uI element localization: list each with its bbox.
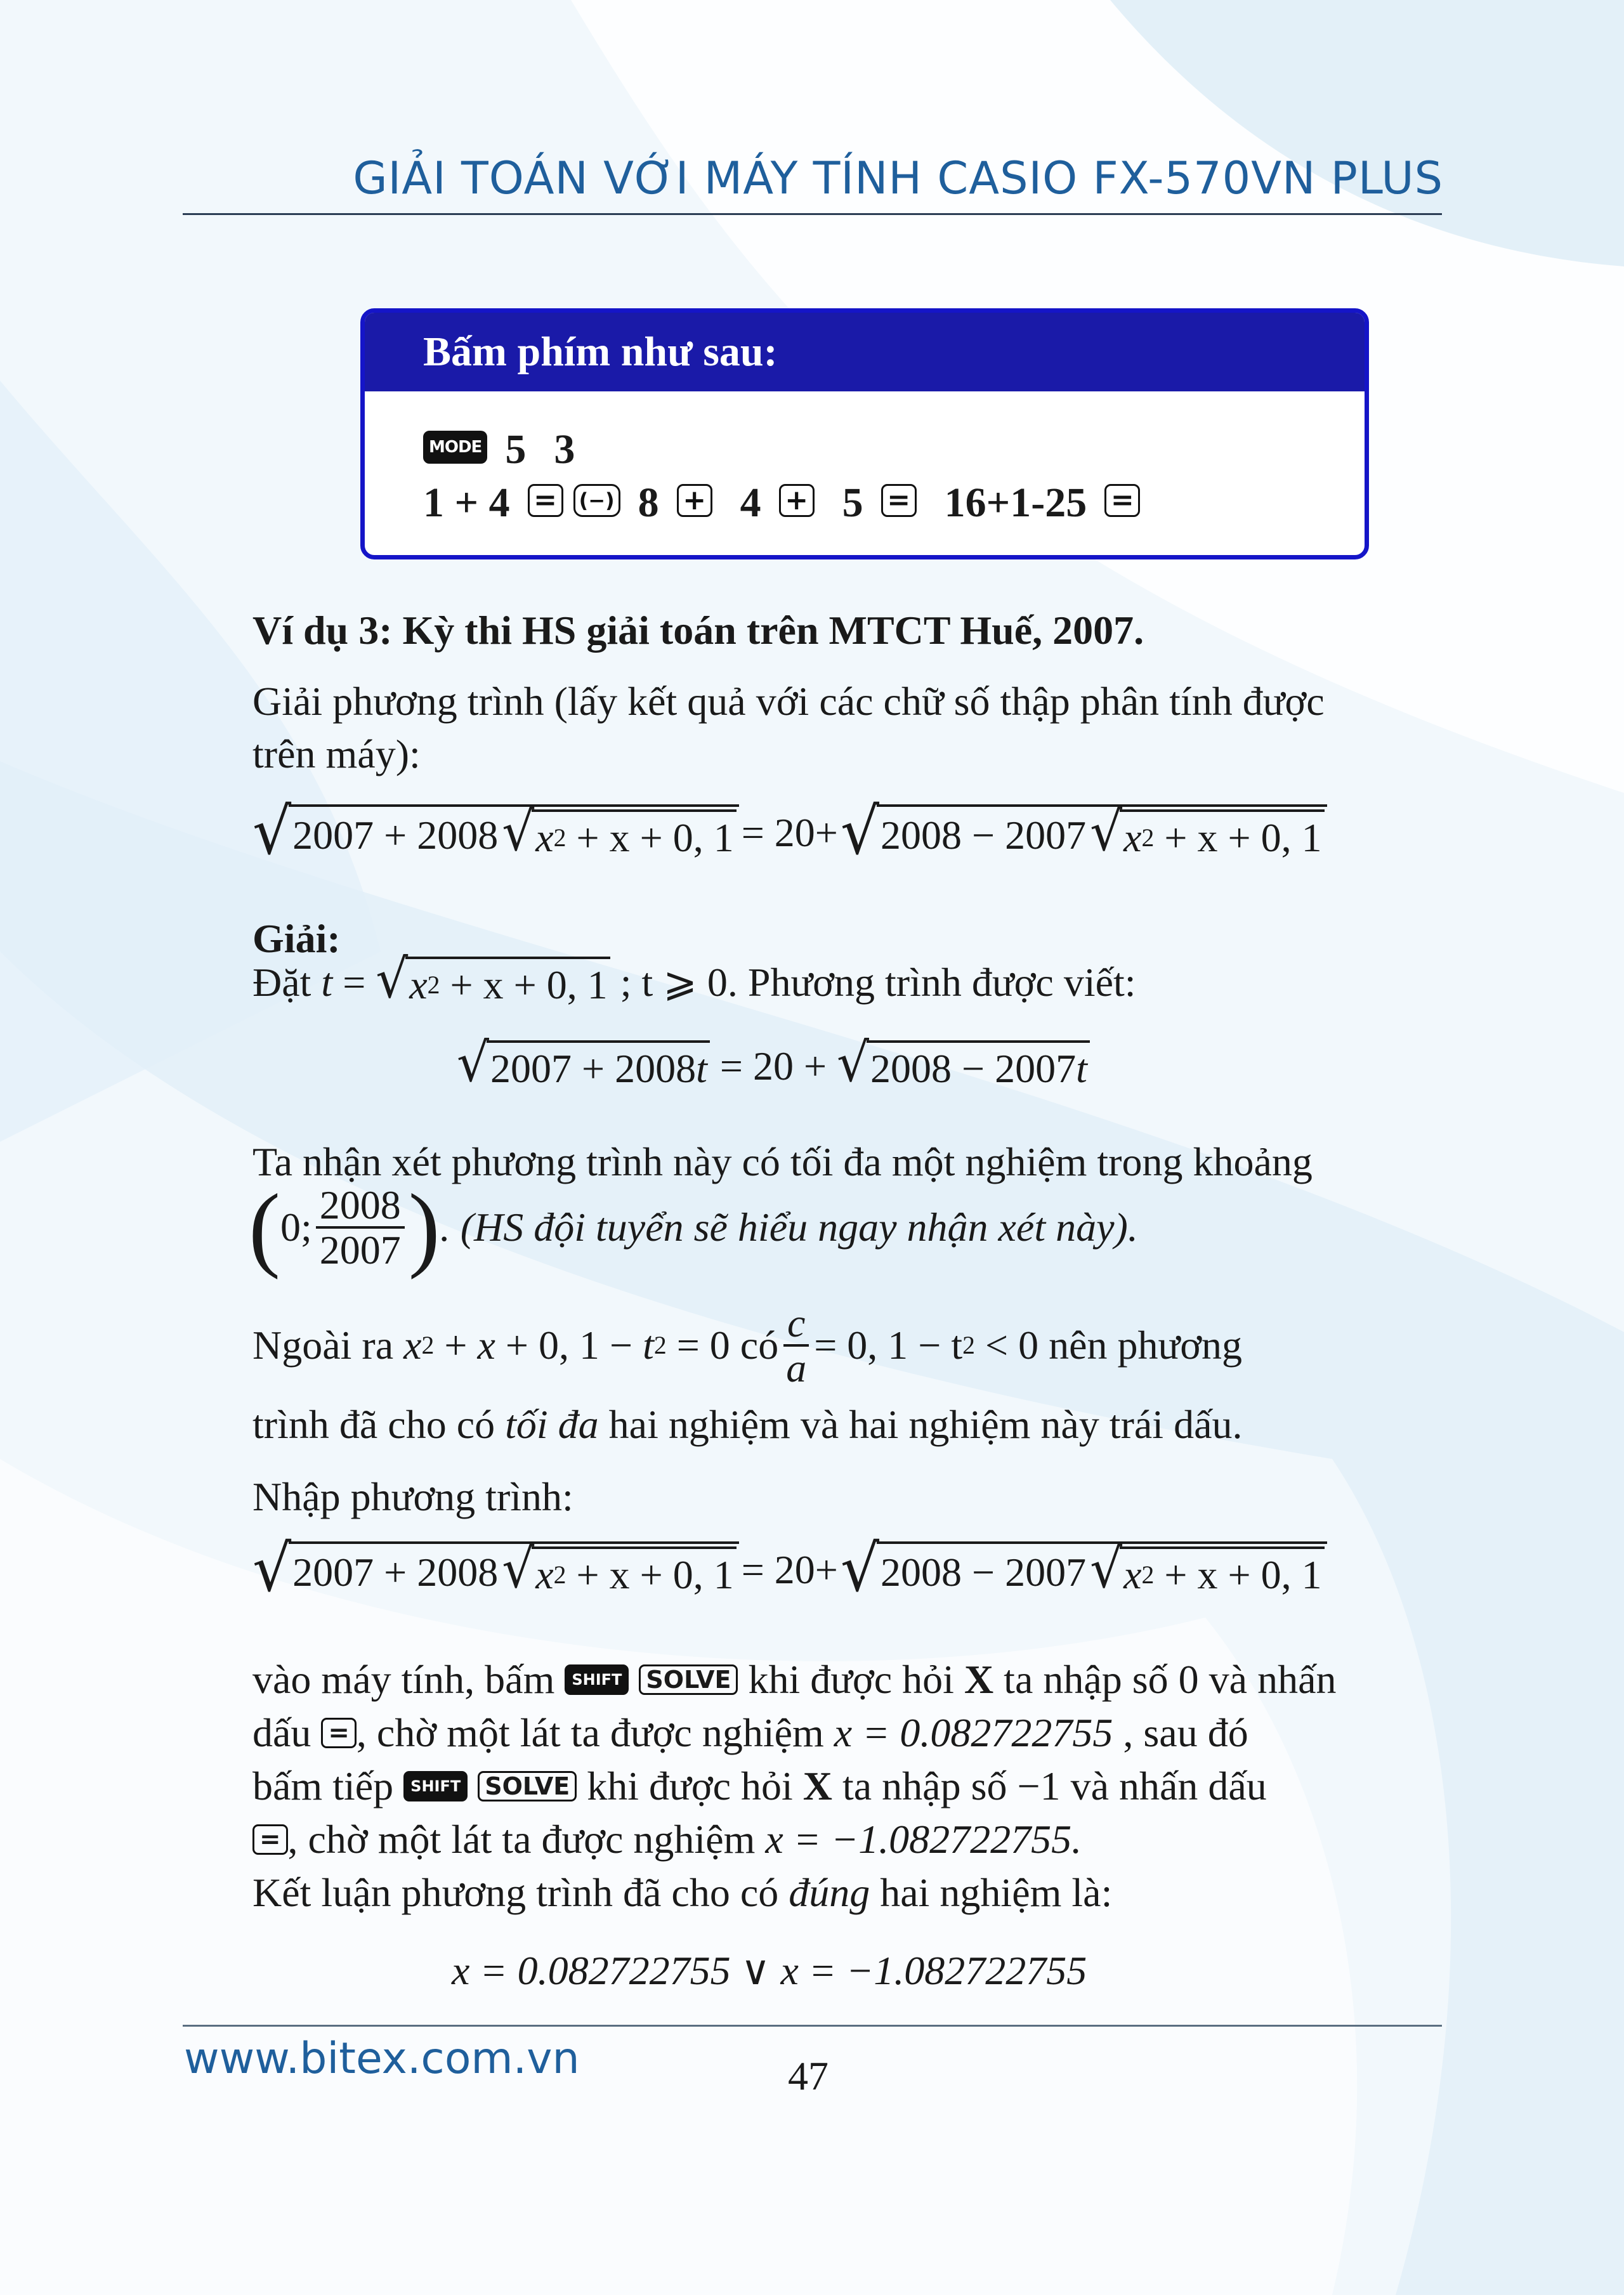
header-title: GIẢI TOÁN VỚI MÁY TÍNH CASIO FX-570VN PLUS: [353, 152, 1443, 204]
enter-label: Nhập phương trình:: [252, 1474, 573, 1519]
key-row-2: [423, 479, 1140, 527]
besides-line-2: trình đã cho có tối đa hai nghiệm và hai nghiệm này trái dấu.: [252, 1402, 1243, 1447]
reduced-equation: √ 2007 + 2008 t = 20 + √ 2008 − 2007 t: [457, 1040, 1090, 1092]
footer-url[interactable]: www.bitex.com.vn: [184, 2034, 580, 2084]
key-value: 8: [638, 480, 659, 526]
key-value: 5: [505, 426, 527, 473]
substitution-line: Đặt t = √ x 2 + x + 0, 1 ; t ⩾ 0. Phương trình được viết:: [252, 948, 1136, 1010]
instructions-paragraph: vào máy tính, bấm SHIFT SOLVE khi được hỏi X ta nhập số 0 và nhấn dấu = , chờ một lát ta được nghiệm x = 0.082722755 , sau đó bấm tiếp SHIFT SOLVE khi được hỏi X ta nhập số −1 và nhấn dấu = , chờ một lát ta được nghiệm x = −1.082722755. Kết luận phương trình đã cho có đúng hai nghiệm là:: [252, 1657, 1337, 1915]
example-intro: Giải phương trình (lấy kết quả với các chữ số thập phân tính được trên máy):: [252, 679, 1325, 777]
solution-label: Giải:: [252, 916, 341, 961]
footer-divider: [183, 2025, 1442, 2027]
key-sequence-box: [360, 308, 1369, 559]
plus-key-icon: +: [779, 484, 815, 517]
besides-line: Ngoài ra x 2 + x + 0, 1 − t 2 = 0 có $\frac{c}{a}$ = 0, 1 − t 2 < 0 nên phương: [252, 1300, 1243, 1391]
key-value: 1 + 4: [423, 480, 510, 526]
key-row-1: [423, 426, 575, 474]
shift-key-icon: SHIFT: [565, 1664, 629, 1695]
equals-key-icon: =: [252, 1824, 288, 1855]
solve-key-icon: SOLVE: [639, 1664, 738, 1695]
key-value: 16+1-25: [944, 480, 1087, 526]
equals-key-icon: =: [528, 484, 563, 517]
shift-key-icon: SHIFT: [403, 1771, 468, 1801]
equation-input: √ 2007 + 2008 √ x 2 + x + 0, 1 = 20+ √ 2008 − 2007 √ x 2 + x + 0, 1: [252, 1541, 1327, 1599]
final-answer: x = 0.082722755 ∨ x = −1.082722755: [452, 1948, 1087, 1993]
remark-line: Ta nhận xét phương trình này có tối đa một nghiệm trong khoảng: [252, 1139, 1313, 1184]
key-value: 3: [554, 426, 575, 473]
key-value: 5: [842, 480, 863, 526]
equation-main: √ 2007 + 2008 √ x 2 + x + 0, 1 = 20+ √ 2008 − 2007 √ x 2 + x + 0, 1: [252, 804, 1327, 861]
interval-line: ( 0; $\frac{2008}{2007}$ ) . (HS đội tuyển sẽ hiểu ngay nhận xét này).: [249, 1175, 1138, 1280]
equals-key-icon: =: [1104, 484, 1140, 517]
equals-key-icon: =: [881, 484, 917, 517]
equals-key-icon: =: [321, 1718, 357, 1748]
plus-key-icon: +: [677, 484, 712, 517]
key-sequence-title: Bấm phím như sau:: [365, 313, 1365, 391]
mode-key-icon: MODE: [423, 431, 487, 464]
example-heading: Ví dụ 3: Kỳ thi HS giải toán trên MTCT Huế, 2007.: [252, 608, 1144, 653]
page-number: 47: [788, 2053, 828, 2098]
solve-key-icon: SOLVE: [478, 1771, 577, 1801]
header-divider: [183, 213, 1442, 215]
negative-key-icon: (−): [573, 484, 620, 517]
key-value: 4: [740, 480, 761, 526]
